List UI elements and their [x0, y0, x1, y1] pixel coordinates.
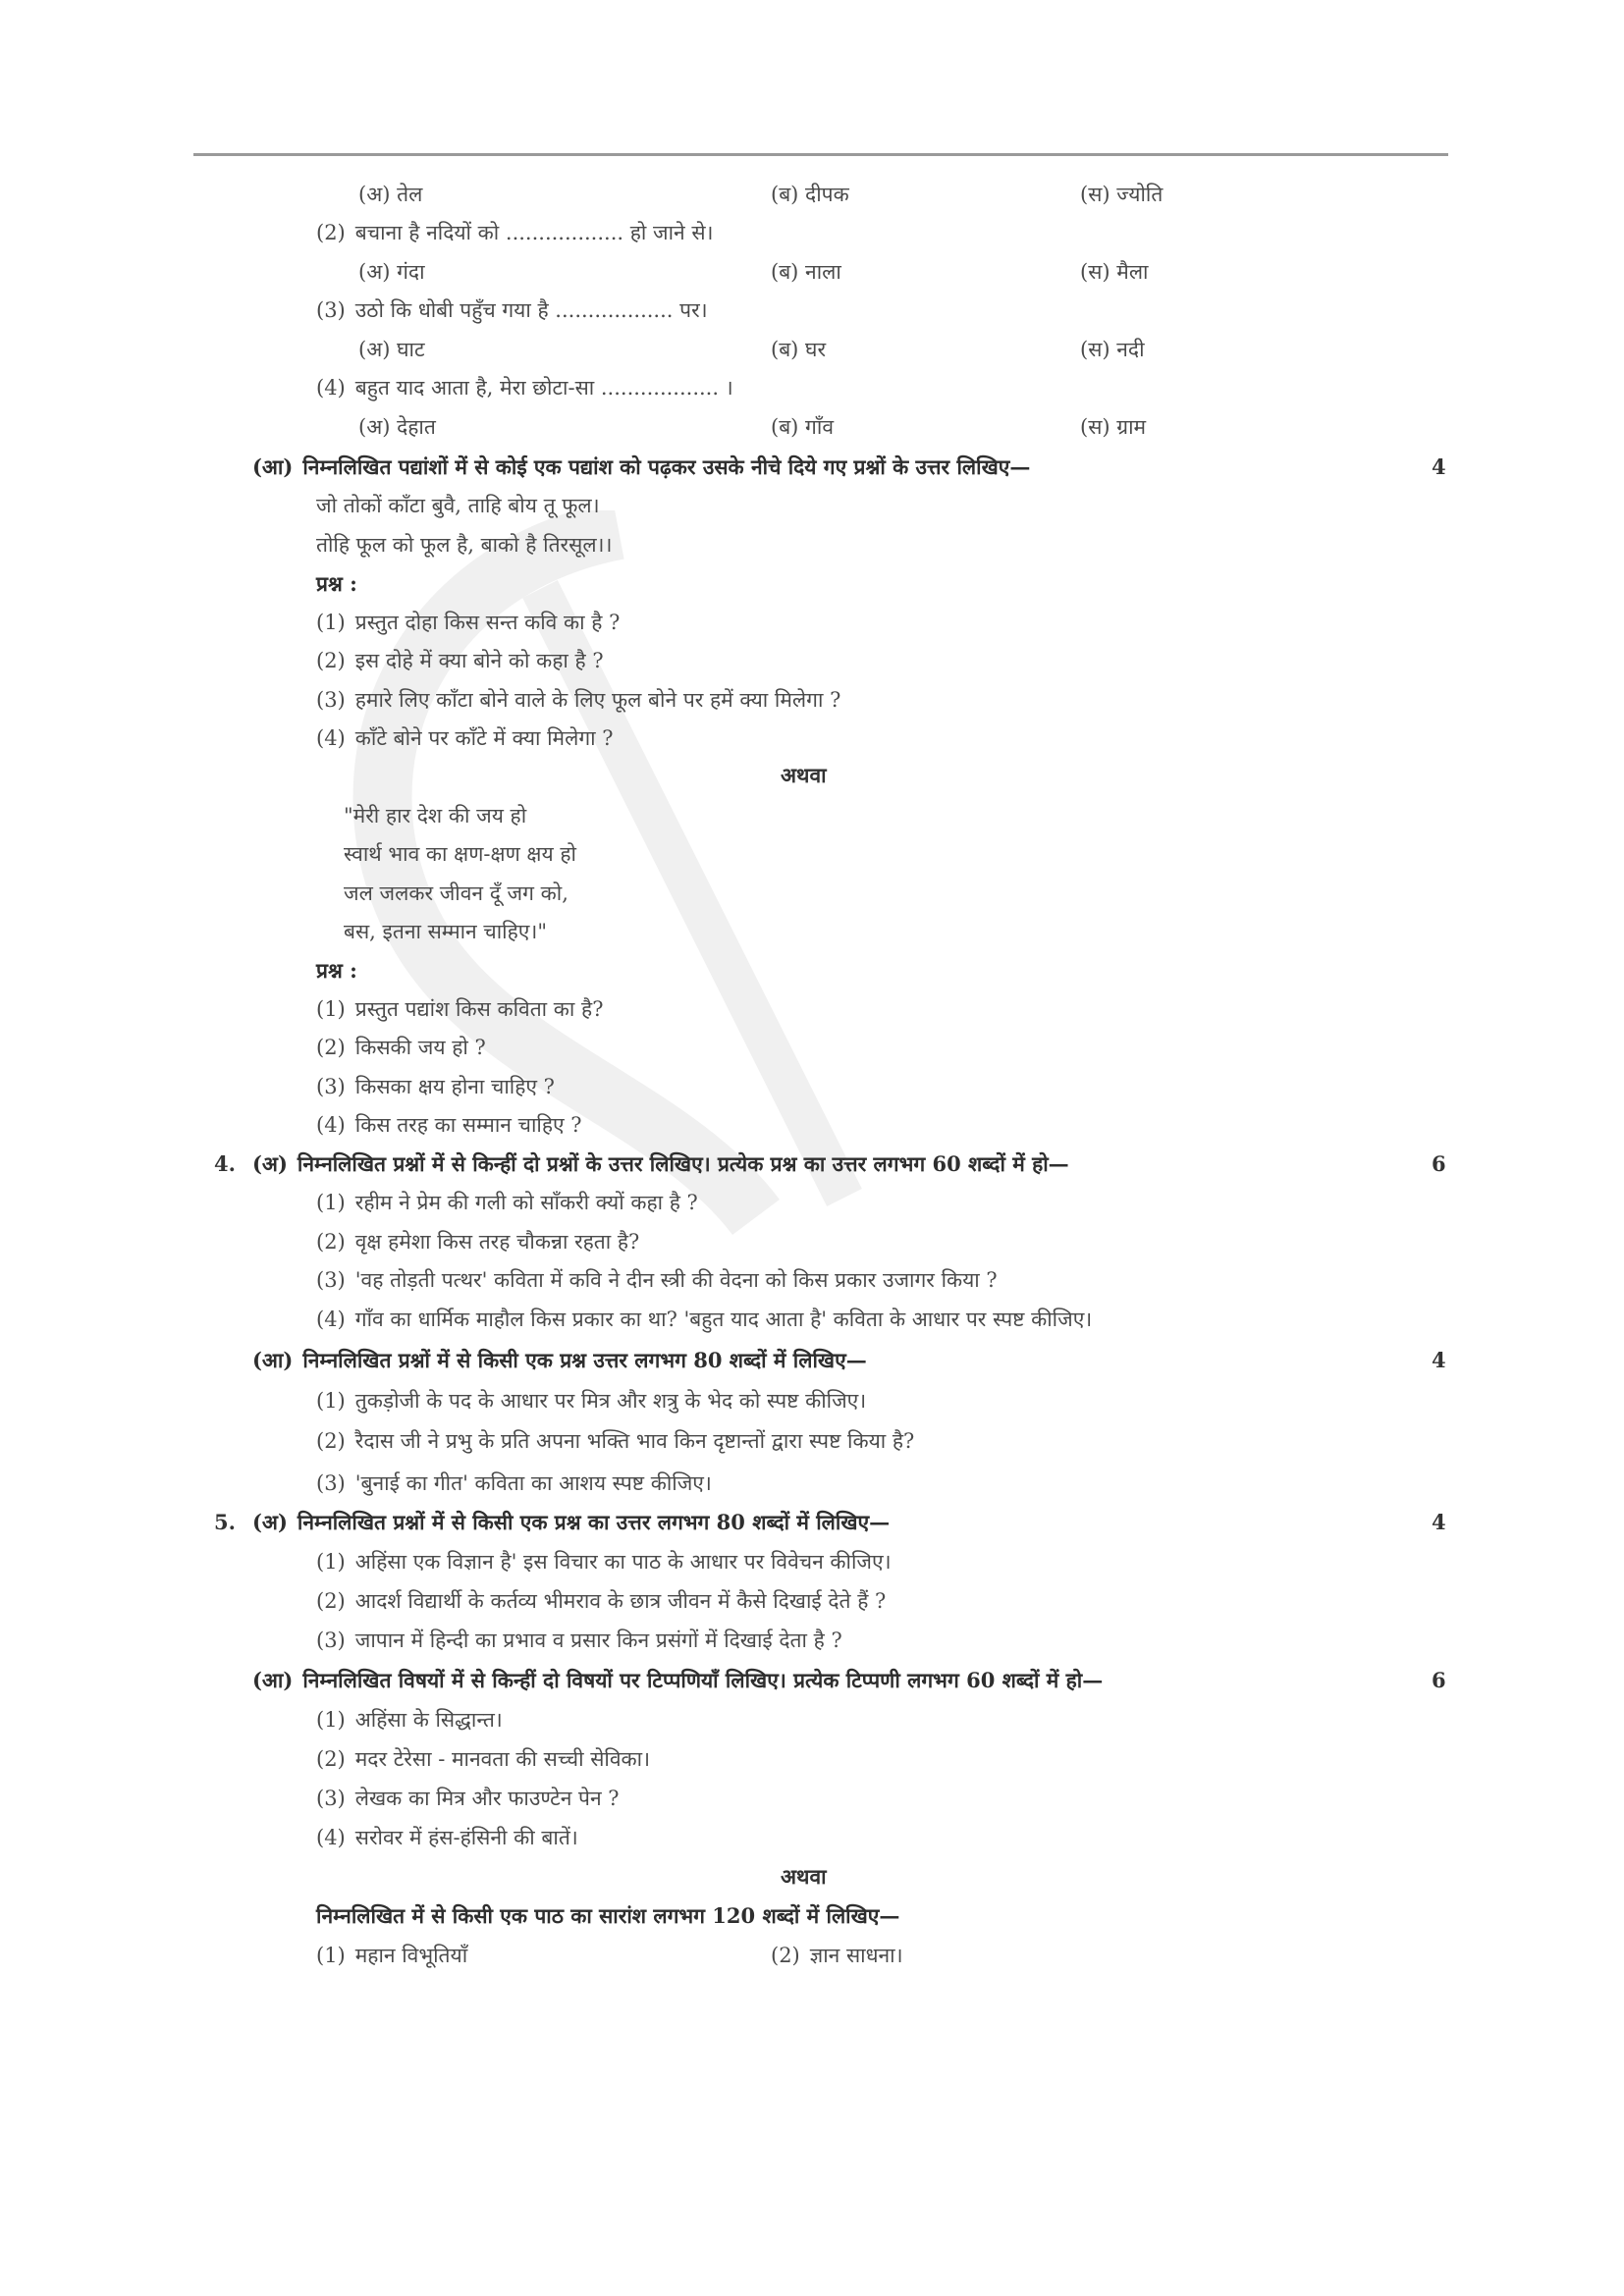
doha-question-4 [316, 723, 614, 753]
question-text: जापान में हिन्दी का प्रभाव व प्रसार किन प्रसंगों में दिखाई देता है ? [354, 1629, 842, 1652]
question-number: (2) [316, 649, 346, 672]
q5a-question-3 [316, 1626, 842, 1655]
section-instruction: निम्नलिखित पद्यांशों में से कोई एक पद्यांश को पढ़कर उसके नीचे दिये गए प्रश्नों के उत्तर लिखिए— [302, 454, 1031, 479]
question-number: (3) [316, 1787, 346, 1810]
question-text: प्रस्तुत दोहा किस सन्त कवि का है ? [354, 611, 621, 634]
section-label: (आ) [252, 1348, 294, 1372]
q4-option-c: (स) ग्राम [1080, 415, 1147, 439]
question-number: (2) [316, 1747, 346, 1771]
question-number: (3) [316, 298, 346, 322]
question-number: (2) [316, 1230, 346, 1254]
doha-line-1: जो तोकों काँटा बुवै, ताहि बोय तू फूल। [316, 494, 600, 517]
question-number: (1) [316, 1389, 346, 1413]
question-text: तुकड़ोजी के पद के आधार पर मित्र और शत्रु के भेद को स्पष्ट कीजिए। [354, 1389, 867, 1413]
question-number: (4) [316, 1826, 346, 1849]
poem-line-2: स्वार्थ भाव का क्षण-क्षण क्षय हो [344, 842, 576, 866]
question-number: (3) [316, 1268, 346, 1292]
summary-option-1 [316, 1941, 467, 1970]
q2-option-b: (ब) नाला [771, 260, 841, 284]
prashn-label: प्रश्न : [316, 571, 357, 596]
q4aa-question-1 [316, 1386, 866, 1415]
question-number: (2) [316, 221, 346, 244]
mcq-question-3 [316, 295, 708, 325]
q4-part-aa-heading [252, 1346, 867, 1375]
section-label: (आ) [252, 454, 294, 479]
q4-part-aa-marks: 4 [1432, 1348, 1446, 1372]
q4a-question-1 [316, 1188, 698, 1217]
q3-option-c: (स) नदी [1080, 338, 1145, 361]
question-text: उठो कि धोबी पहुँच गया है .................. पर। [354, 298, 708, 322]
question-text: अहिंसा के सिद्धान्त। [354, 1708, 503, 1732]
section-3aa-marks: 4 [1432, 454, 1446, 479]
mcq-question-2 [316, 218, 714, 247]
question-number: (3) [316, 688, 346, 712]
q5-part-a-marks: 4 [1432, 1510, 1446, 1534]
section-label: (अ) [252, 1151, 288, 1176]
athva-divider-1: अथवा [781, 763, 827, 787]
q5aa-topic-2 [316, 1744, 650, 1774]
question-text: ज्ञान साधना। [809, 1944, 903, 1967]
question-number: (3) [316, 1075, 346, 1098]
q3-option-b: (ब) घर [771, 338, 827, 361]
section-instruction: निम्नलिखित प्रश्नों में से किसी एक प्रश्न का उत्तर लगभग 80 शब्दों में लिखिए— [297, 1510, 891, 1534]
q4-part-a-heading [252, 1149, 1069, 1179]
mcq-question-4 [316, 373, 733, 402]
question-text: 'बुनाई का गीत' कविता का आशय स्पष्ट कीजिए। [354, 1471, 712, 1495]
question-number: (1) [316, 611, 346, 634]
question-number: (2) [316, 1429, 346, 1453]
doha-line-2: तोहि फूल को फूल है, बाको है तिरसूल।। [316, 533, 613, 557]
question-text: रैदास जी ने प्रभु के प्रति अपना भक्ति भाव किन दृष्टान्तों द्वारा स्पष्ट किया है? [354, 1429, 915, 1453]
q5aa-topic-3 [316, 1784, 620, 1813]
question-number: (4) [316, 726, 346, 750]
question-text: लेखक का मित्र और फाउण्टेन पेन ? [354, 1787, 620, 1810]
q1-option-a: (अ) तेल [358, 183, 423, 206]
question-text: रहीम ने प्रेम की गली को साँकरी क्यों कहा है ? [354, 1191, 698, 1214]
question-5-number: 5. [214, 1510, 236, 1534]
question-number: (2) [771, 1944, 800, 1967]
q5-part-aa-heading [252, 1666, 1103, 1695]
q5-part-aa-marks: 6 [1432, 1668, 1446, 1692]
section-instruction: निम्नलिखित विषयों में से किन्हीं दो विषयों पर टिप्पणियाँ लिखिए। प्रत्येक टिप्पणी लगभग 60 शब्दों में हो— [302, 1668, 1104, 1692]
question-number: (1) [316, 1550, 346, 1574]
question-text: अहिंसा एक विज्ञान है' इस विचार का पाठ के आधार पर विवेचन कीजिए। [354, 1550, 892, 1574]
question-number: (3) [316, 1471, 346, 1495]
question-number: (1) [316, 1708, 346, 1732]
athva-divider-2: अथवा [781, 1864, 827, 1889]
poem-line-1: "मेरी हार देश की जय हो [344, 804, 527, 828]
poem-question-3 [316, 1072, 555, 1101]
q5a-question-1 [316, 1547, 892, 1576]
q2-option-c: (स) मैला [1080, 260, 1149, 284]
summary-instruction: निम्नलिखित में से किसी एक पाठ का सारांश लगभग 120 शब्दों में लिखिए— [316, 1903, 900, 1928]
q4aa-question-2 [316, 1426, 914, 1456]
question-text: 'वह तोड़ती पत्थर' कविता में कवि ने दीन स्त्री की वेदना को किस प्रकार उजागर किया ? [354, 1268, 998, 1292]
question-number: (3) [316, 1629, 346, 1652]
q5aa-topic-1 [316, 1705, 503, 1735]
question-text: मदर टेरेसा - मानवता की सच्ची सेविका। [354, 1747, 651, 1771]
section-3aa-heading [252, 453, 1030, 482]
q2-option-a: (अ) गंदा [358, 260, 425, 284]
q4-option-a: (अ) देहात [358, 415, 436, 439]
poem-line-3: जल जलकर जीवन दूँ जग को, [344, 881, 568, 905]
q5aa-topic-4 [316, 1823, 578, 1852]
q3-option-a: (अ) घाट [358, 338, 425, 361]
section-instruction: निम्नलिखित प्रश्नों में से किन्हीं दो प्रश्नों के उत्तर लिखिए। प्रत्येक प्रश्न का उत्तर लगभग 60 शब्दों में हो— [297, 1151, 1069, 1176]
prashn-label-2: प्रश्न : [316, 958, 357, 983]
question-text: गाँव का धार्मिक माहौल किस प्रकार का था? 'बहुत याद आता है' कविता के आधार पर स्पष्ट कीजिए। [354, 1308, 1093, 1331]
question-text: सरोवर में हंस-हंसिनी की बातें। [354, 1826, 578, 1849]
doha-question-1 [316, 608, 620, 637]
question-text: हमारे लिए काँटा बोने वाले के लिए फूल बोने पर हमें क्या मिलेगा ? [354, 688, 841, 712]
q4a-question-3 [316, 1265, 998, 1295]
q5a-question-2 [316, 1586, 886, 1616]
poem-question-1 [316, 994, 603, 1024]
doha-question-2 [316, 646, 604, 675]
question-number: (2) [316, 1036, 346, 1059]
question-text: किसका क्षय होना चाहिए ? [354, 1075, 555, 1098]
section-label: (अ) [252, 1510, 288, 1534]
question-number: (4) [316, 376, 346, 400]
question-number: (4) [316, 1308, 346, 1331]
question-text: बचाना है नदियों को .................. हो जाने से। [354, 221, 714, 244]
q4-option-b: (ब) गाँव [771, 415, 834, 439]
question-number: (1) [316, 1944, 346, 1967]
q4a-question-4 [316, 1305, 1092, 1334]
section-instruction: निम्नलिखित प्रश्नों में से किसी एक प्रश्न उत्तर लगभग 80 शब्दों में लिखिए— [302, 1348, 867, 1372]
question-text: वृक्ष हमेशा किस तरह चौकन्ना रहता है? [354, 1230, 640, 1254]
q1-option-c: (स) ज्योति [1080, 183, 1164, 206]
section-label: (आ) [252, 1668, 294, 1692]
question-number: (1) [316, 997, 346, 1021]
q1-option-b: (ब) दीपक [771, 183, 849, 206]
q4-part-a-marks: 6 [1432, 1151, 1446, 1176]
doha-question-3 [316, 685, 840, 715]
question-text: किसकी जय हो ? [354, 1036, 486, 1059]
poem-line-4: बस, इतना सम्मान चाहिए।" [344, 920, 547, 943]
question-text: इस दोहे में क्या बोने को कहा है ? [354, 649, 604, 672]
question-number: (2) [316, 1589, 346, 1613]
q4aa-question-3 [316, 1468, 712, 1498]
question-text: बहुत याद आता है, मेरा छोटा-सा .................. । [354, 376, 733, 400]
question-text: काँटे बोने पर काँटे में क्या मिलेगा ? [354, 726, 614, 750]
q4a-question-2 [316, 1227, 639, 1256]
question-text: प्रस्तुत पद्यांश किस कविता का है? [354, 997, 604, 1021]
top-rule [193, 153, 1448, 156]
question-number: (1) [316, 1191, 346, 1214]
summary-option-2 [771, 1941, 903, 1970]
question-number: (4) [316, 1113, 346, 1137]
poem-question-4 [316, 1110, 582, 1140]
question-4-number: 4. [214, 1151, 236, 1176]
question-text: आदर्श विद्यार्थी के कर्तव्य भीमराव के छात्र जीवन में कैसे दिखाई देते हैं ? [354, 1589, 887, 1613]
q5-part-a-heading [252, 1508, 890, 1537]
question-text: किस तरह का सम्मान चाहिए ? [354, 1113, 582, 1137]
poem-question-2 [316, 1033, 486, 1062]
question-text: महान विभूतियाँ [354, 1944, 468, 1967]
